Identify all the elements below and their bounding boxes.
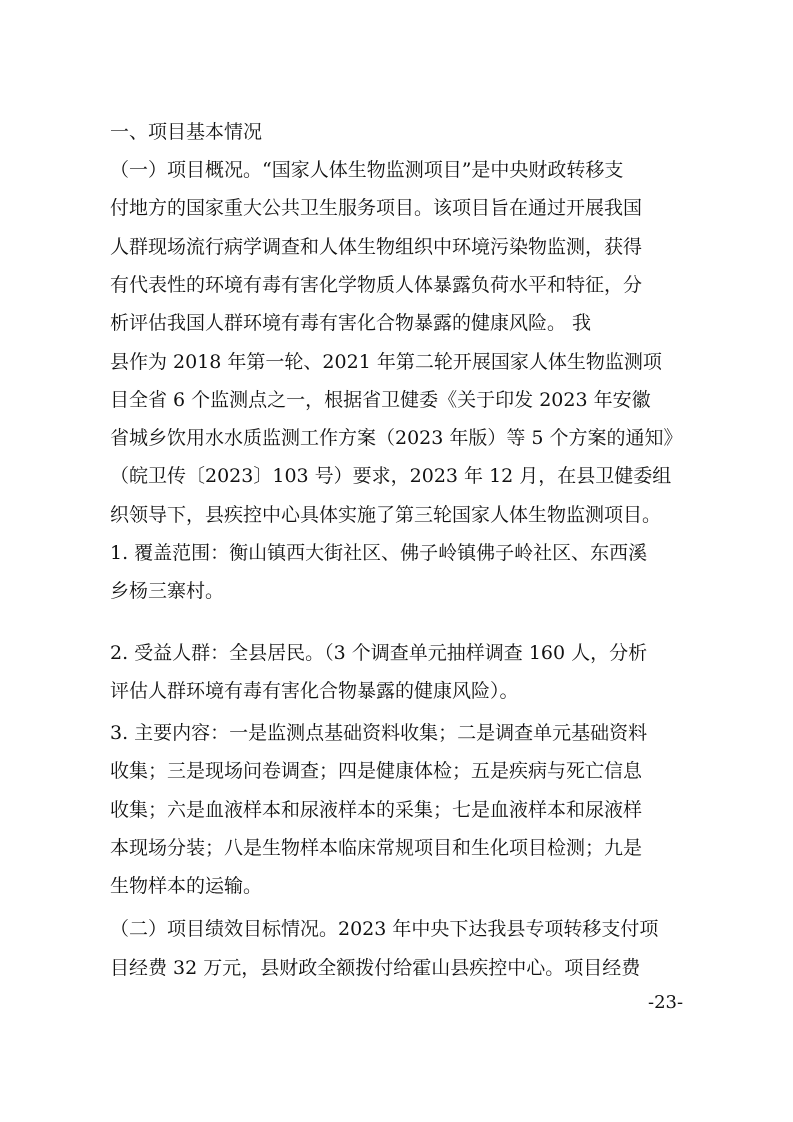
- list-item-line: 乡杨三寨村。: [110, 580, 225, 602]
- paragraph-line: 县作为 2018 年第一轮、2021 年第二轮开展国家人体生物监测项: [110, 351, 662, 373]
- paragraph-line: 织领导下，县疾控中心具体实施了第三轮国家人体生物监测项目。: [110, 504, 662, 526]
- paragraph-line: （二）项目绩效目标情况。2023 年中央下达我县专项转移支付项: [110, 918, 659, 940]
- paragraph-line: 析评估我国人群环境有毒有害化合物暴露的健康风险。 我: [110, 312, 592, 334]
- list-item-line: 评估人群环境有毒有害化合物暴露的健康风险）。: [110, 680, 519, 702]
- list-item-line: 生物样本的运输。: [110, 875, 263, 897]
- page-number: -23-: [648, 992, 684, 1013]
- paragraph-line: 付地方的国家重大公共卫生服务项目。该项目旨在通过开展我国: [110, 197, 643, 219]
- list-item-line: 收集；六是血液样本和尿液样本的采集；七是血液样本和尿液样: [110, 799, 643, 821]
- section-heading: 一、项目基本情况: [110, 121, 263, 143]
- list-item-line: 本现场分装；八是生物样本临床常规项目和生化项目检测；九是: [110, 837, 643, 859]
- paragraph-line: 人群现场流行病学调查和人体生物组织中环境污染物监测，获得: [110, 236, 643, 258]
- list-item-line: 收集；三是现场问卷调查；四是健康体检；五是疾病与死亡信息: [110, 760, 643, 782]
- list-item-line: 2. 受益人群：全县居民。（3 个调查单元抽样调查 160 人，分析: [110, 642, 648, 664]
- paragraph-line: （皖卫传〔2023〕103 号）要求，2023 年 12 月，在县卫健委组: [110, 465, 672, 487]
- paragraph-line: 省城乡饮用水水质监测工作方案（2023 年版）等 5 个方案的通知》: [110, 427, 683, 449]
- paragraph-line: 目全省 6 个监测点之一，根据省卫健委《关于印发 2023 年安徽: [110, 389, 651, 411]
- list-item-line: 1. 覆盖范围：衡山镇西大街社区、佛子岭镇佛子岭社区、东西溪: [110, 542, 648, 564]
- paragraph-line: 有代表性的环境有毒有害化学物质人体暴露负荷水平和特征，分: [110, 274, 643, 296]
- paragraph-line: （一）项目概况。“国家人体生物监测项目”是中央财政转移支: [110, 159, 624, 181]
- list-item-line: 3. 主要内容：一是监测点基础资料收集；二是调查单元基础资料: [110, 722, 648, 744]
- paragraph-line: 目经费 32 万元，县财政全额拨付给霍山县疾控中心。项目经费: [110, 957, 641, 979]
